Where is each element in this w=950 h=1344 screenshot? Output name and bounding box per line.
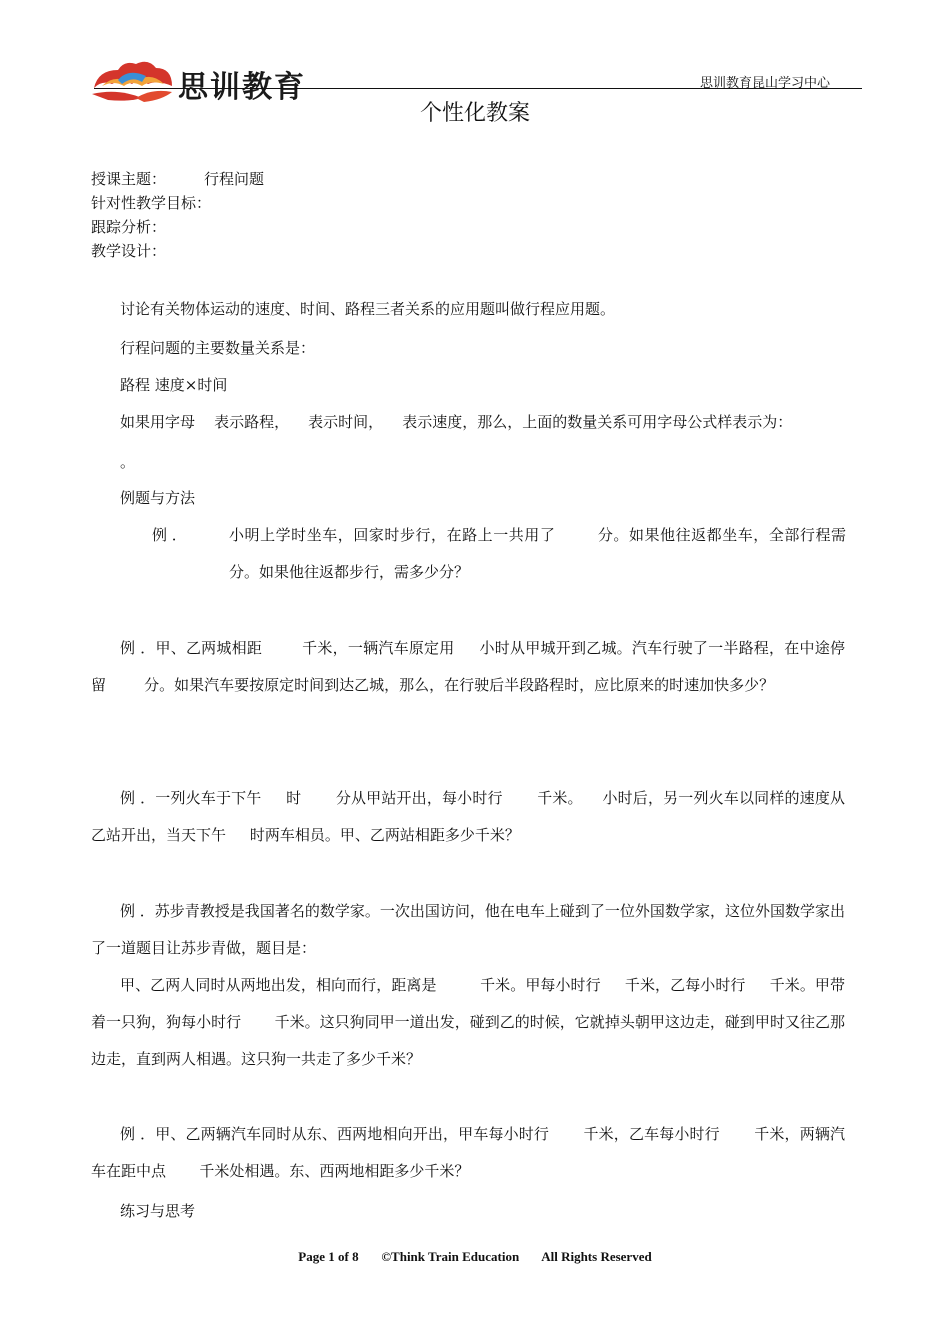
practice-heading: 练习与思考 <box>120 1202 196 1220</box>
goal-label: 针对性教学目标： <box>91 194 212 212</box>
tracking-label: 跟踪分析： <box>91 218 167 236</box>
example2-text: 例 ．甲、乙两城相距 千米，一辆汽车原定用 小时从甲城开到乙城。汽车行驶了一半路程，在中途停留 分。如果汽车要按原定时间到达乙城，那么，在行驶后半段路程时，应比原来的时速加快多少？ <box>91 639 845 694</box>
example1-text: 小明上学时坐车，回家时步行，在路上一共用了 分。如果他往返都坐车，全部行程需 分。如果他往返都步行，需多少分？ <box>229 526 875 581</box>
example4-intro: 例 ．苏步青教授是我国著名的数学家。一次出国访问，他在电车上碰到了一位外国数学家，这位外国数学家出了一道题目让苏步青做，题目是： <box>91 902 845 957</box>
example4-problem: 甲、乙两人同时从两地出发，相向而行，距离是 千米。甲每小时行 千米，乙每小时行 千米。甲带着一只狗，狗每小时行 千米。这只狗同甲一道出发，碰到乙的时候，它就掉头朝甲这边走，碰到甲时又往乙那边走，直到两人相遇。这只狗一共走了多少千米？ <box>91 976 845 1068</box>
examples-heading: 例题与方法 <box>120 489 196 507</box>
topic-value: 行程问题 <box>204 170 265 188</box>
design-label: 教学设计： <box>91 242 167 260</box>
center-name: 思训教育昆山学习中心 <box>700 76 831 91</box>
intro-text: 讨论有关物体运动的速度、时间、路程三者关系的应用题叫做行程应用题。 <box>120 300 616 318</box>
topic-line <box>91 168 264 190</box>
letters-line: 如果用字母 表示路程， 表示时间， 表示速度，那么，上面的数量关系可用字母公式样表示为： <box>120 413 793 431</box>
example3-text: 例 ．一列火车于下午 时 分从甲站开出，每小时行 千米。 小时后，另一列火车以同样的速度从乙站开出，当天下午 时两车相员。甲、乙两站相距多少千米？ <box>91 789 845 844</box>
page-title: 个性化教案 <box>419 101 530 126</box>
header-rule <box>94 88 862 89</box>
page-footer: Page 1 of 8 ©Think Train Education All Rights Reserved <box>298 1249 652 1264</box>
example5-text: 例 ．甲、乙两辆汽车同时从东、西两地相向开出，甲车每小时行 千米，乙车每小时行 千米，两辆汽车在距中点 千米处相遇。东、西两地相距多少千米？ <box>91 1125 845 1180</box>
period-mark: 。 <box>120 453 136 471</box>
example1-label: 例 ． <box>152 526 187 544</box>
brand-name: 思训教育 <box>178 70 306 105</box>
topic-label: 授课主题： <box>91 170 167 188</box>
formula-text: 路程 速度×时间 <box>120 376 228 394</box>
relation-heading: 行程问题的主要数量关系是： <box>120 339 316 357</box>
